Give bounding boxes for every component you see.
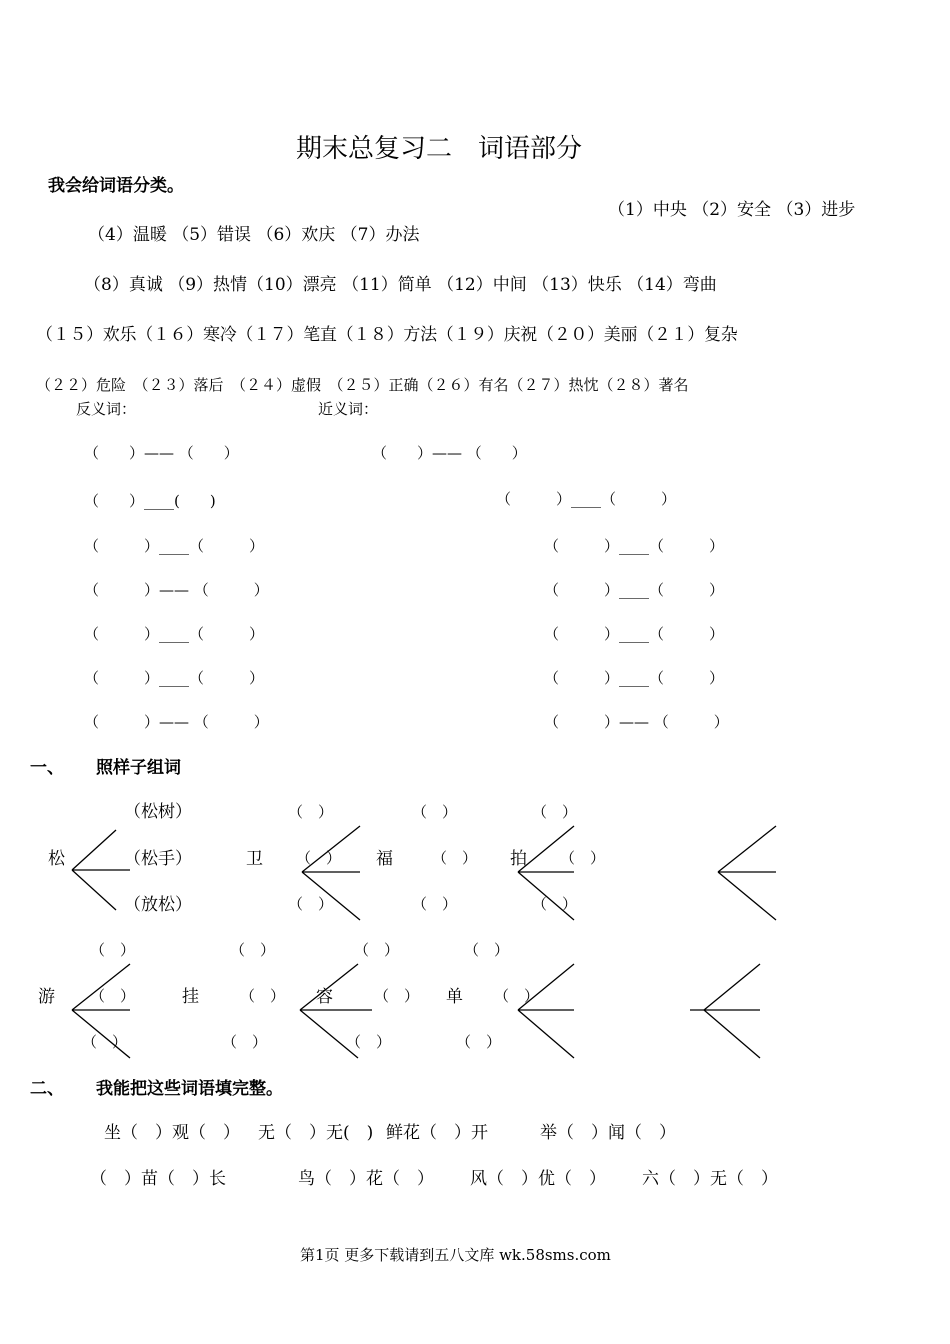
antonym-row[interactable]: （ ）____（ ）	[84, 625, 265, 643]
branch-line	[72, 870, 116, 910]
answer-blank[interactable]: （ ）	[288, 803, 334, 821]
synonym-label: 近义词：	[318, 400, 379, 418]
synonym-row[interactable]: （ ）—— （ ）	[544, 713, 729, 731]
answer-blank[interactable]: （ ）	[346, 1033, 392, 1051]
root-char: 挂	[182, 987, 199, 1007]
synonym-row[interactable]: （ ）____（ ）	[544, 669, 725, 687]
branch-line	[718, 826, 776, 872]
answer-blank[interactable]: （ ）	[288, 895, 334, 913]
branch-line	[518, 1010, 574, 1058]
answer-blank[interactable]: （ ）	[456, 1033, 502, 1051]
answer-blank[interactable]: （ ）	[240, 987, 286, 1005]
word-list-line-4: （１５）欢乐（１６）寒冷（１７）笔直（１８）方法（１９）庆祝（２０）美丽（２１）复杂	[36, 325, 738, 345]
synonym-row[interactable]: （ ）____（ ）	[496, 490, 677, 508]
example-word: （松树）	[124, 802, 192, 822]
synonym-row[interactable]: （ ）____（ ）	[544, 625, 725, 643]
answer-blank[interactable]: （ ）	[230, 941, 276, 959]
page-footer: 第1页 更多下载请到五八文库 wk.58sms.com	[300, 1246, 611, 1264]
synonym-row[interactable]: （ ）____（ ）	[544, 581, 725, 599]
example-char: 松	[48, 849, 65, 869]
answer-blank[interactable]: （ ）	[432, 849, 478, 867]
idiom-fill[interactable]: 六（ ）无（ ）	[642, 1169, 778, 1189]
answer-blank[interactable]: （ ）	[90, 987, 136, 1005]
idiom-fill[interactable]: 鲜花（ ）开	[386, 1123, 488, 1143]
root-char: 游	[38, 987, 55, 1007]
answer-blank[interactable]: （ ）	[354, 941, 400, 959]
synonym-row[interactable]: （ ）—— （ ）	[372, 444, 527, 462]
answer-blank[interactable]: （ ）	[222, 1033, 268, 1051]
answer-blank[interactable]: （ ）	[374, 987, 420, 1005]
antonym-row[interactable]: （ ）—— （ ）	[84, 713, 269, 731]
word-list-line-2: （4）温暖 （5）错误 （6）欢庆 （7）办法	[88, 225, 420, 245]
word-list-line-3: （8）真诚 （9）热情（10）漂亮 （11）简单 （12）中间 （13）快乐 （14）弯曲	[84, 275, 717, 295]
answer-blank[interactable]: （ ）	[90, 941, 136, 959]
word-list-line-1: （1）中央 （2）安全 （3）进步	[608, 200, 856, 220]
answer-blank[interactable]: （ ）	[532, 895, 578, 913]
answer-blank[interactable]: （ ）	[412, 803, 458, 821]
root-char: 卫	[246, 849, 263, 869]
answer-blank[interactable]: （ ）	[532, 803, 578, 821]
answer-blank[interactable]: （ ）	[494, 987, 540, 1005]
page-title: 期末总复习二 词语部分	[296, 134, 583, 164]
antonym-row[interactable]: （ ）____( )	[84, 492, 216, 510]
idiom-fill[interactable]: 风（ ）优（ ）	[470, 1169, 606, 1189]
antonym-row[interactable]: （ ）____（ ）	[84, 537, 265, 555]
root-char: 容	[316, 987, 333, 1007]
antonym-row[interactable]: （ ）—— （ ）	[84, 581, 269, 599]
word-list-line-5: （２２）危险 （２３）落后 （２４）虚假 （２５）正确（２６）有名（２７）热忱（２８）著名	[36, 376, 689, 394]
antonym-row[interactable]: （ ）—— （ ）	[84, 444, 239, 462]
example-word: （松手）	[124, 849, 192, 869]
classify-heading: 我会给词语分类。	[48, 176, 184, 196]
answer-blank[interactable]: （ ）	[412, 895, 458, 913]
answer-blank[interactable]: （ ）	[464, 941, 510, 959]
answer-blank[interactable]: （ ）	[560, 849, 606, 867]
answer-blank[interactable]: （ ）	[82, 1033, 128, 1051]
root-char: 单	[446, 987, 463, 1007]
idiom-fill[interactable]: 坐（ ）观（ ）	[104, 1123, 240, 1143]
branch-line	[704, 964, 760, 1010]
idiom-fill[interactable]: 鸟（ ）花（ ）	[298, 1169, 434, 1189]
branch-line	[704, 1010, 760, 1058]
example-word: （放松）	[124, 895, 192, 915]
section-2-number: 二、	[30, 1079, 64, 1099]
branch-line	[72, 830, 116, 870]
antonym-row[interactable]: （ ）____（ ）	[84, 669, 265, 687]
root-char: 拍	[510, 849, 527, 869]
section-1-number: 一、	[30, 758, 64, 778]
synonym-row[interactable]: （ ）____（ ）	[544, 537, 725, 555]
section-2-heading: 我能把这些词语填完整。	[96, 1079, 283, 1099]
idiom-fill[interactable]: 无（ ）无( )	[258, 1123, 374, 1143]
antonym-label: 反义词：	[76, 400, 137, 418]
branch-line	[718, 872, 776, 920]
section-1-heading: 照样子组词	[96, 758, 181, 778]
answer-blank[interactable]: （ ）	[296, 849, 342, 867]
idiom-fill[interactable]: （ ）苗（ ）长	[90, 1169, 226, 1189]
idiom-fill[interactable]: 举（ ）闻（ ）	[540, 1123, 676, 1143]
root-char: 福	[376, 849, 393, 869]
